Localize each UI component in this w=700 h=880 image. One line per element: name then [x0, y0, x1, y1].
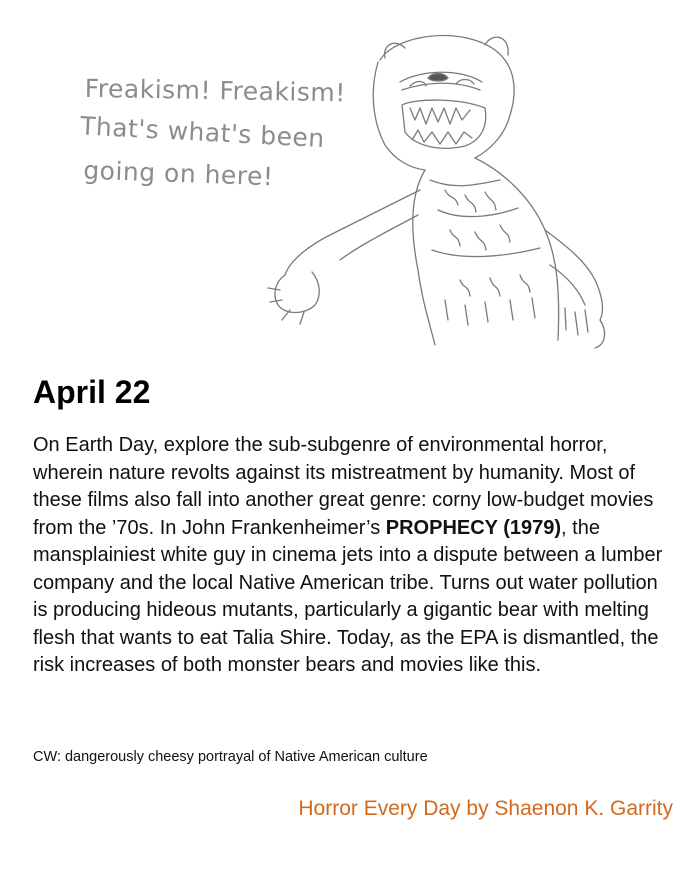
content-warning: CW: dangerously cheesy portrayal of Native American culture [33, 749, 428, 765]
illustration [0, 0, 700, 360]
monster-bear-sketch [260, 20, 630, 350]
description-part-1: On Earth Day, explore the sub-subgenre of environmental horror, wherein nature revolts against its mistreatment by humanity. Most of these films also fall into another great genre: corny low-budget movies from the ’70s. In John Frankenheimer’s [33, 434, 654, 539]
entry-date: April 22 [33, 374, 151, 410]
description-part-2: , the mansplainiest white guy in cinema jets into a dispute between a lumber company and the local Native American tribe. Turns out water pollution is producing hideous mutants, particularly a gigantic bear with melting flesh that wants to eat Talia Shire. Today, as the EPA is dismantled, the risk increases of both monster bears and movies like this. [33, 516, 663, 676]
series-credit: Horror Every Day by Shaenon K. Garrity [298, 797, 673, 820]
caption-line-1: Freakism! Freakism! [84, 73, 347, 108]
caption-line-3: going on here! [82, 155, 274, 192]
film-title: PROPHECY (1979) [385, 516, 562, 539]
caption-line-2: That's what's been [79, 111, 326, 154]
entry-description [33, 432, 673, 680]
